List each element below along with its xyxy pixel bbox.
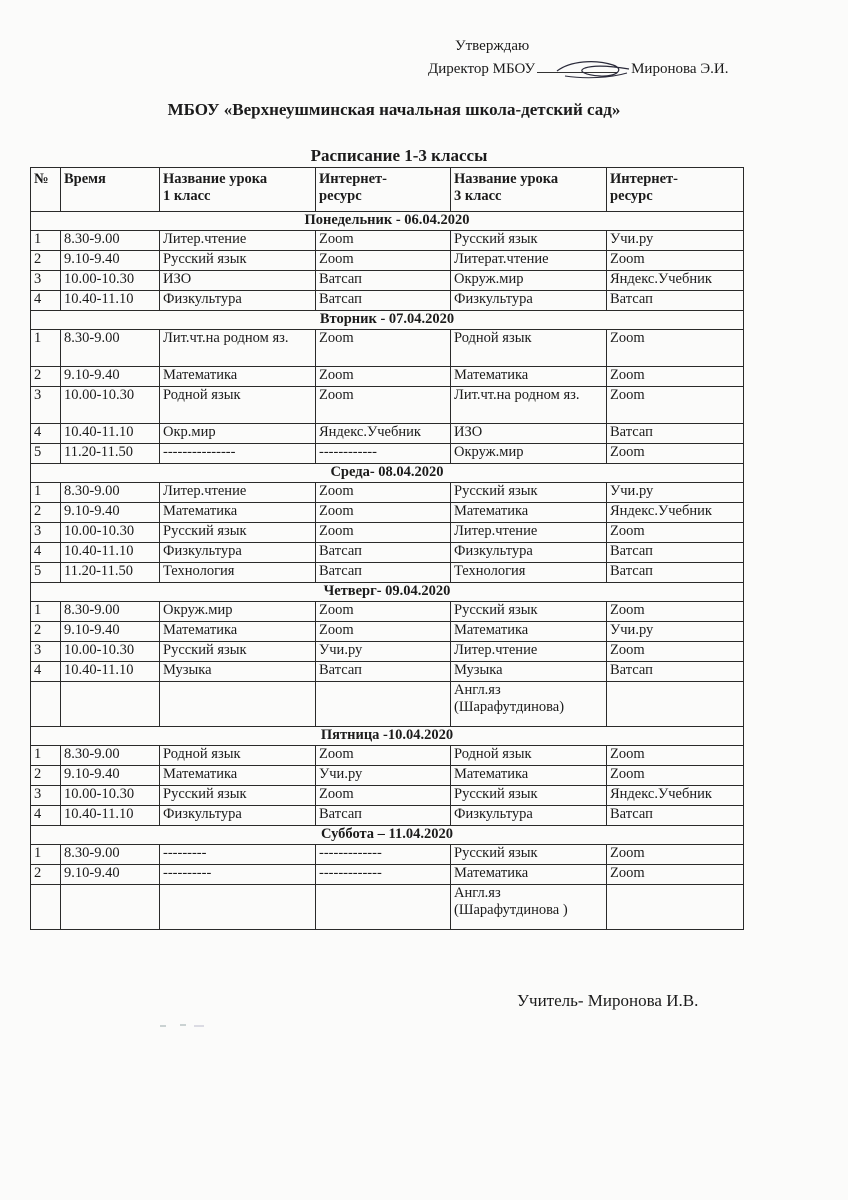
- cell-resource-3: Учи.ру: [607, 231, 744, 251]
- cell-lesson-1: Окр.мир: [160, 424, 316, 444]
- cell-lesson-3: Математика: [451, 622, 607, 642]
- table-row: [31, 642, 744, 662]
- cell-resource-1: Ватсап: [316, 662, 451, 682]
- cell-resource-3: Zoom: [607, 523, 744, 543]
- cell-lesson-1: Математика: [160, 766, 316, 786]
- table-row: [31, 662, 744, 682]
- cell-lesson-1: ---------------: [160, 444, 316, 464]
- day-header-row: [31, 212, 744, 231]
- cell-lesson-1: Лит.чт.на родном яз.: [160, 330, 316, 367]
- cell-lesson-3: Физкультура: [451, 543, 607, 563]
- cell-resource-1: Яндекс.Учебник: [316, 424, 451, 444]
- cell-time: 10.00-10.30: [61, 387, 160, 424]
- cell-resource-3: Ватсап: [607, 424, 744, 444]
- cell-lesson-1: Русский язык: [160, 251, 316, 271]
- cell-resource-1: Ватсап: [316, 806, 451, 826]
- cell-resource-3: Zoom: [607, 444, 744, 464]
- cell-lesson-1: Физкультура: [160, 806, 316, 826]
- cell-resource-3: Zoom: [607, 367, 744, 387]
- cell-resource-3: Zoom: [607, 251, 744, 271]
- cell-num: 4: [31, 662, 61, 682]
- table-row: [31, 271, 744, 291]
- table-row: [31, 845, 744, 865]
- cell-lesson-1: Литер.чтение: [160, 483, 316, 503]
- cell-resource-3: Zoom: [607, 330, 744, 367]
- cell-resource-1: Zoom: [316, 231, 451, 251]
- cell-num: 3: [31, 271, 61, 291]
- cell-lesson-3: Русский язык: [451, 231, 607, 251]
- cell-time: [61, 682, 160, 727]
- cell-resource-3: Ватсап: [607, 662, 744, 682]
- table-row: [31, 543, 744, 563]
- schedule-title: Расписание 1-3 классы: [310, 146, 488, 165]
- cell-time: 10.40-11.10: [61, 543, 160, 563]
- cell-resource-3: Яндекс.Учебник: [607, 786, 744, 806]
- cell-lesson-3: Математика: [451, 367, 607, 387]
- cell-lesson-3: Физкультура: [451, 291, 607, 311]
- cell-lesson-3: Окруж.мир: [451, 444, 607, 464]
- cell-resource-1: Zoom: [316, 251, 451, 271]
- cell-time: 10.00-10.30: [61, 523, 160, 543]
- day-title: Суббота – 11.04.2020: [31, 826, 744, 845]
- cell-lesson-3: Русский язык: [451, 602, 607, 622]
- cell-resource-3: Ватсап: [607, 563, 744, 583]
- cell-num: 2: [31, 865, 61, 885]
- cell-time: 8.30-9.00: [61, 602, 160, 622]
- cell-num: 3: [31, 523, 61, 543]
- cell-num: [31, 885, 61, 930]
- cell-lesson-3: Математика: [451, 865, 607, 885]
- day-header-row: [31, 826, 744, 845]
- table-row: [31, 602, 744, 622]
- table-row: [31, 523, 744, 543]
- cell-resource-3: Zoom: [607, 865, 744, 885]
- table-row: [31, 424, 744, 444]
- cell-lesson-1: [160, 682, 316, 727]
- cell-resource-1: Zoom: [316, 330, 451, 367]
- cell-resource-1: -------------: [316, 865, 451, 885]
- table-row: [31, 746, 744, 766]
- cell-resource-3: Ватсап: [607, 543, 744, 563]
- cell-lesson-3: Родной язык: [451, 746, 607, 766]
- cell-resource-3: Учи.ру: [607, 483, 744, 503]
- cell-num: 3: [31, 642, 61, 662]
- table-row: [31, 444, 744, 464]
- header-lesson-3: Название урока 3 класс: [451, 168, 607, 212]
- scan-specks: [160, 1022, 210, 1030]
- cell-resource-1: Zoom: [316, 523, 451, 543]
- day-header-row: [31, 311, 744, 330]
- table-row: [31, 865, 744, 885]
- day-title: Вторник - 07.04.2020: [31, 311, 744, 330]
- cell-num: 2: [31, 367, 61, 387]
- cell-resource-1: [316, 885, 451, 930]
- cell-lesson-1: Русский язык: [160, 786, 316, 806]
- cell-lesson-1: ----------: [160, 865, 316, 885]
- cell-resource-1: Zoom: [316, 503, 451, 523]
- cell-resource-1: Ватсап: [316, 271, 451, 291]
- cell-lesson-1: Русский язык: [160, 642, 316, 662]
- day-title: Среда- 08.04.2020: [31, 464, 744, 483]
- table-row: [31, 682, 744, 727]
- cell-num: 4: [31, 424, 61, 444]
- day-header-row: [31, 583, 744, 602]
- cell-resource-1: Ватсап: [316, 543, 451, 563]
- cell-lesson-1: Физкультура: [160, 543, 316, 563]
- header-resource-1: Интернет- ресурс: [316, 168, 451, 212]
- header-time: Время: [61, 168, 160, 212]
- table-row: [31, 786, 744, 806]
- cell-resource-1: Zoom: [316, 746, 451, 766]
- cell-lesson-1: Литер.чтение: [160, 231, 316, 251]
- cell-lesson-1: Музыка: [160, 662, 316, 682]
- cell-lesson-1: Технология: [160, 563, 316, 583]
- table-row: [31, 251, 744, 271]
- cell-resource-3: Zoom: [607, 602, 744, 622]
- cell-lesson-1: ИЗО: [160, 271, 316, 291]
- cell-time: 10.00-10.30: [61, 642, 160, 662]
- cell-lesson-1: Родной язык: [160, 746, 316, 766]
- table-row: [31, 367, 744, 387]
- cell-lesson-3: Русский язык: [451, 483, 607, 503]
- cell-lesson-3: Литер.чтение: [451, 642, 607, 662]
- table-row: [31, 806, 744, 826]
- cell-lesson-3: Русский язык: [451, 786, 607, 806]
- header-lesson-1: Название урока 1 класс: [160, 168, 316, 212]
- day-header-row: [31, 727, 744, 746]
- cell-resource-1: Zoom: [316, 786, 451, 806]
- signature-scribble: [555, 55, 635, 81]
- cell-resource-3: Учи.ру: [607, 622, 744, 642]
- cell-resource-1: -------------: [316, 845, 451, 865]
- cell-time: 9.10-9.40: [61, 622, 160, 642]
- cell-resource-1: Zoom: [316, 367, 451, 387]
- cell-resource-3: Ватсап: [607, 806, 744, 826]
- cell-resource-1: Zoom: [316, 622, 451, 642]
- cell-resource-3: Zoom: [607, 387, 744, 424]
- cell-resource-3: Zoom: [607, 766, 744, 786]
- cell-resource-1: ------------: [316, 444, 451, 464]
- cell-num: 2: [31, 622, 61, 642]
- cell-time: 10.40-11.10: [61, 806, 160, 826]
- cell-lesson-3: Математика: [451, 766, 607, 786]
- cell-num: 1: [31, 845, 61, 865]
- approval-director-label: Директор МБОУ: [428, 61, 536, 77]
- cell-resource-3: Яндекс.Учебник: [607, 271, 744, 291]
- cell-lesson-3: Математика: [451, 503, 607, 523]
- table-row: [31, 483, 744, 503]
- cell-lesson-3: Родной язык: [451, 330, 607, 367]
- cell-resource-1: Zoom: [316, 387, 451, 424]
- cell-resource-3: Zoom: [607, 845, 744, 865]
- cell-time: 8.30-9.00: [61, 231, 160, 251]
- cell-time: 11.20-11.50: [61, 444, 160, 464]
- teacher-signature-label: Учитель- Миронова И.В.: [517, 991, 699, 1010]
- cell-time: 9.10-9.40: [61, 865, 160, 885]
- cell-resource-1: Zoom: [316, 483, 451, 503]
- cell-lesson-3: Окруж.мир: [451, 271, 607, 291]
- cell-num: 5: [31, 563, 61, 583]
- schedule-table: [30, 167, 744, 930]
- day-title: Четверг- 09.04.2020: [31, 583, 744, 602]
- header-num: №: [31, 168, 61, 212]
- cell-time: 10.00-10.30: [61, 786, 160, 806]
- cell-time: 8.30-9.00: [61, 330, 160, 367]
- cell-lesson-3: Технология: [451, 563, 607, 583]
- cell-resource-1: Zoom: [316, 602, 451, 622]
- cell-num: 4: [31, 291, 61, 311]
- table-row: [31, 503, 744, 523]
- cell-lesson-1: [160, 885, 316, 930]
- cell-num: 4: [31, 543, 61, 563]
- cell-time: 10.40-11.10: [61, 662, 160, 682]
- cell-time: 8.30-9.00: [61, 483, 160, 503]
- cell-resource-1: Ватсап: [316, 563, 451, 583]
- cell-resource-3: [607, 682, 744, 727]
- cell-num: 1: [31, 602, 61, 622]
- cell-num: 1: [31, 483, 61, 503]
- school-name: МБОУ «Верхнеушминская начальная школа-детский сад»: [167, 100, 621, 119]
- cell-num: [31, 682, 61, 727]
- cell-lesson-3: Музыка: [451, 662, 607, 682]
- cell-time: 10.40-11.10: [61, 291, 160, 311]
- day-title: Пятница -10.04.2020: [31, 727, 744, 746]
- table-row: [31, 330, 744, 367]
- table-row: [31, 563, 744, 583]
- cell-time: 9.10-9.40: [61, 251, 160, 271]
- cell-resource-1: Ватсап: [316, 291, 451, 311]
- approval-line-1: Утверждаю: [455, 38, 530, 54]
- cell-time: 9.10-9.40: [61, 367, 160, 387]
- cell-num: 1: [31, 231, 61, 251]
- cell-lesson-1: ---------: [160, 845, 316, 865]
- cell-lesson-3: Литерат.чтение: [451, 251, 607, 271]
- cell-num: 3: [31, 387, 61, 424]
- cell-lesson-3: Литер.чтение: [451, 523, 607, 543]
- table-row: [31, 231, 744, 251]
- cell-num: 2: [31, 503, 61, 523]
- table-row: [31, 291, 744, 311]
- cell-lesson-1: Математика: [160, 503, 316, 523]
- cell-num: 4: [31, 806, 61, 826]
- cell-lesson-3: Англ.яз (Шарафутдинова): [451, 682, 607, 727]
- cell-num: 1: [31, 330, 61, 367]
- cell-num: 2: [31, 251, 61, 271]
- approval-director-name: Миронова Э.И.: [631, 61, 729, 77]
- cell-resource-3: Zoom: [607, 642, 744, 662]
- cell-time: 8.30-9.00: [61, 845, 160, 865]
- day-title: Понедельник - 06.04.2020: [31, 212, 744, 231]
- cell-lesson-3: Лит.чт.на родном яз.: [451, 387, 607, 424]
- cell-lesson-3: Физкультура: [451, 806, 607, 826]
- table-row: [31, 766, 744, 786]
- cell-lesson-3: Русский язык: [451, 845, 607, 865]
- cell-lesson-1: Физкультура: [160, 291, 316, 311]
- cell-time: 10.40-11.10: [61, 424, 160, 444]
- cell-time: 11.20-11.50: [61, 563, 160, 583]
- table-row: [31, 885, 744, 930]
- cell-time: 9.10-9.40: [61, 503, 160, 523]
- cell-lesson-1: Русский язык: [160, 523, 316, 543]
- table-row: [31, 387, 744, 424]
- cell-lesson-1: Окруж.мир: [160, 602, 316, 622]
- cell-num: 2: [31, 766, 61, 786]
- cell-time: 10.00-10.30: [61, 271, 160, 291]
- cell-resource-1: Учи.ру: [316, 642, 451, 662]
- cell-lesson-1: Математика: [160, 367, 316, 387]
- cell-resource-3: Zoom: [607, 746, 744, 766]
- cell-resource-1: Учи.ру: [316, 766, 451, 786]
- cell-time: 9.10-9.40: [61, 766, 160, 786]
- cell-lesson-1: Родной язык: [160, 387, 316, 424]
- header-resource-3: Интернет- ресурс: [607, 168, 744, 212]
- cell-time: 8.30-9.00: [61, 746, 160, 766]
- cell-num: 1: [31, 746, 61, 766]
- cell-lesson-3: ИЗО: [451, 424, 607, 444]
- header-row: [31, 168, 744, 212]
- cell-resource-3: Яндекс.Учебник: [607, 503, 744, 523]
- cell-time: [61, 885, 160, 930]
- cell-num: 5: [31, 444, 61, 464]
- day-header-row: [31, 464, 744, 483]
- cell-resource-3: Ватсап: [607, 291, 744, 311]
- cell-num: 3: [31, 786, 61, 806]
- cell-resource-1: [316, 682, 451, 727]
- table-row: [31, 622, 744, 642]
- cell-resource-3: [607, 885, 744, 930]
- cell-lesson-3: Англ.яз (Шарафутдинова ): [451, 885, 607, 930]
- cell-lesson-1: Математика: [160, 622, 316, 642]
